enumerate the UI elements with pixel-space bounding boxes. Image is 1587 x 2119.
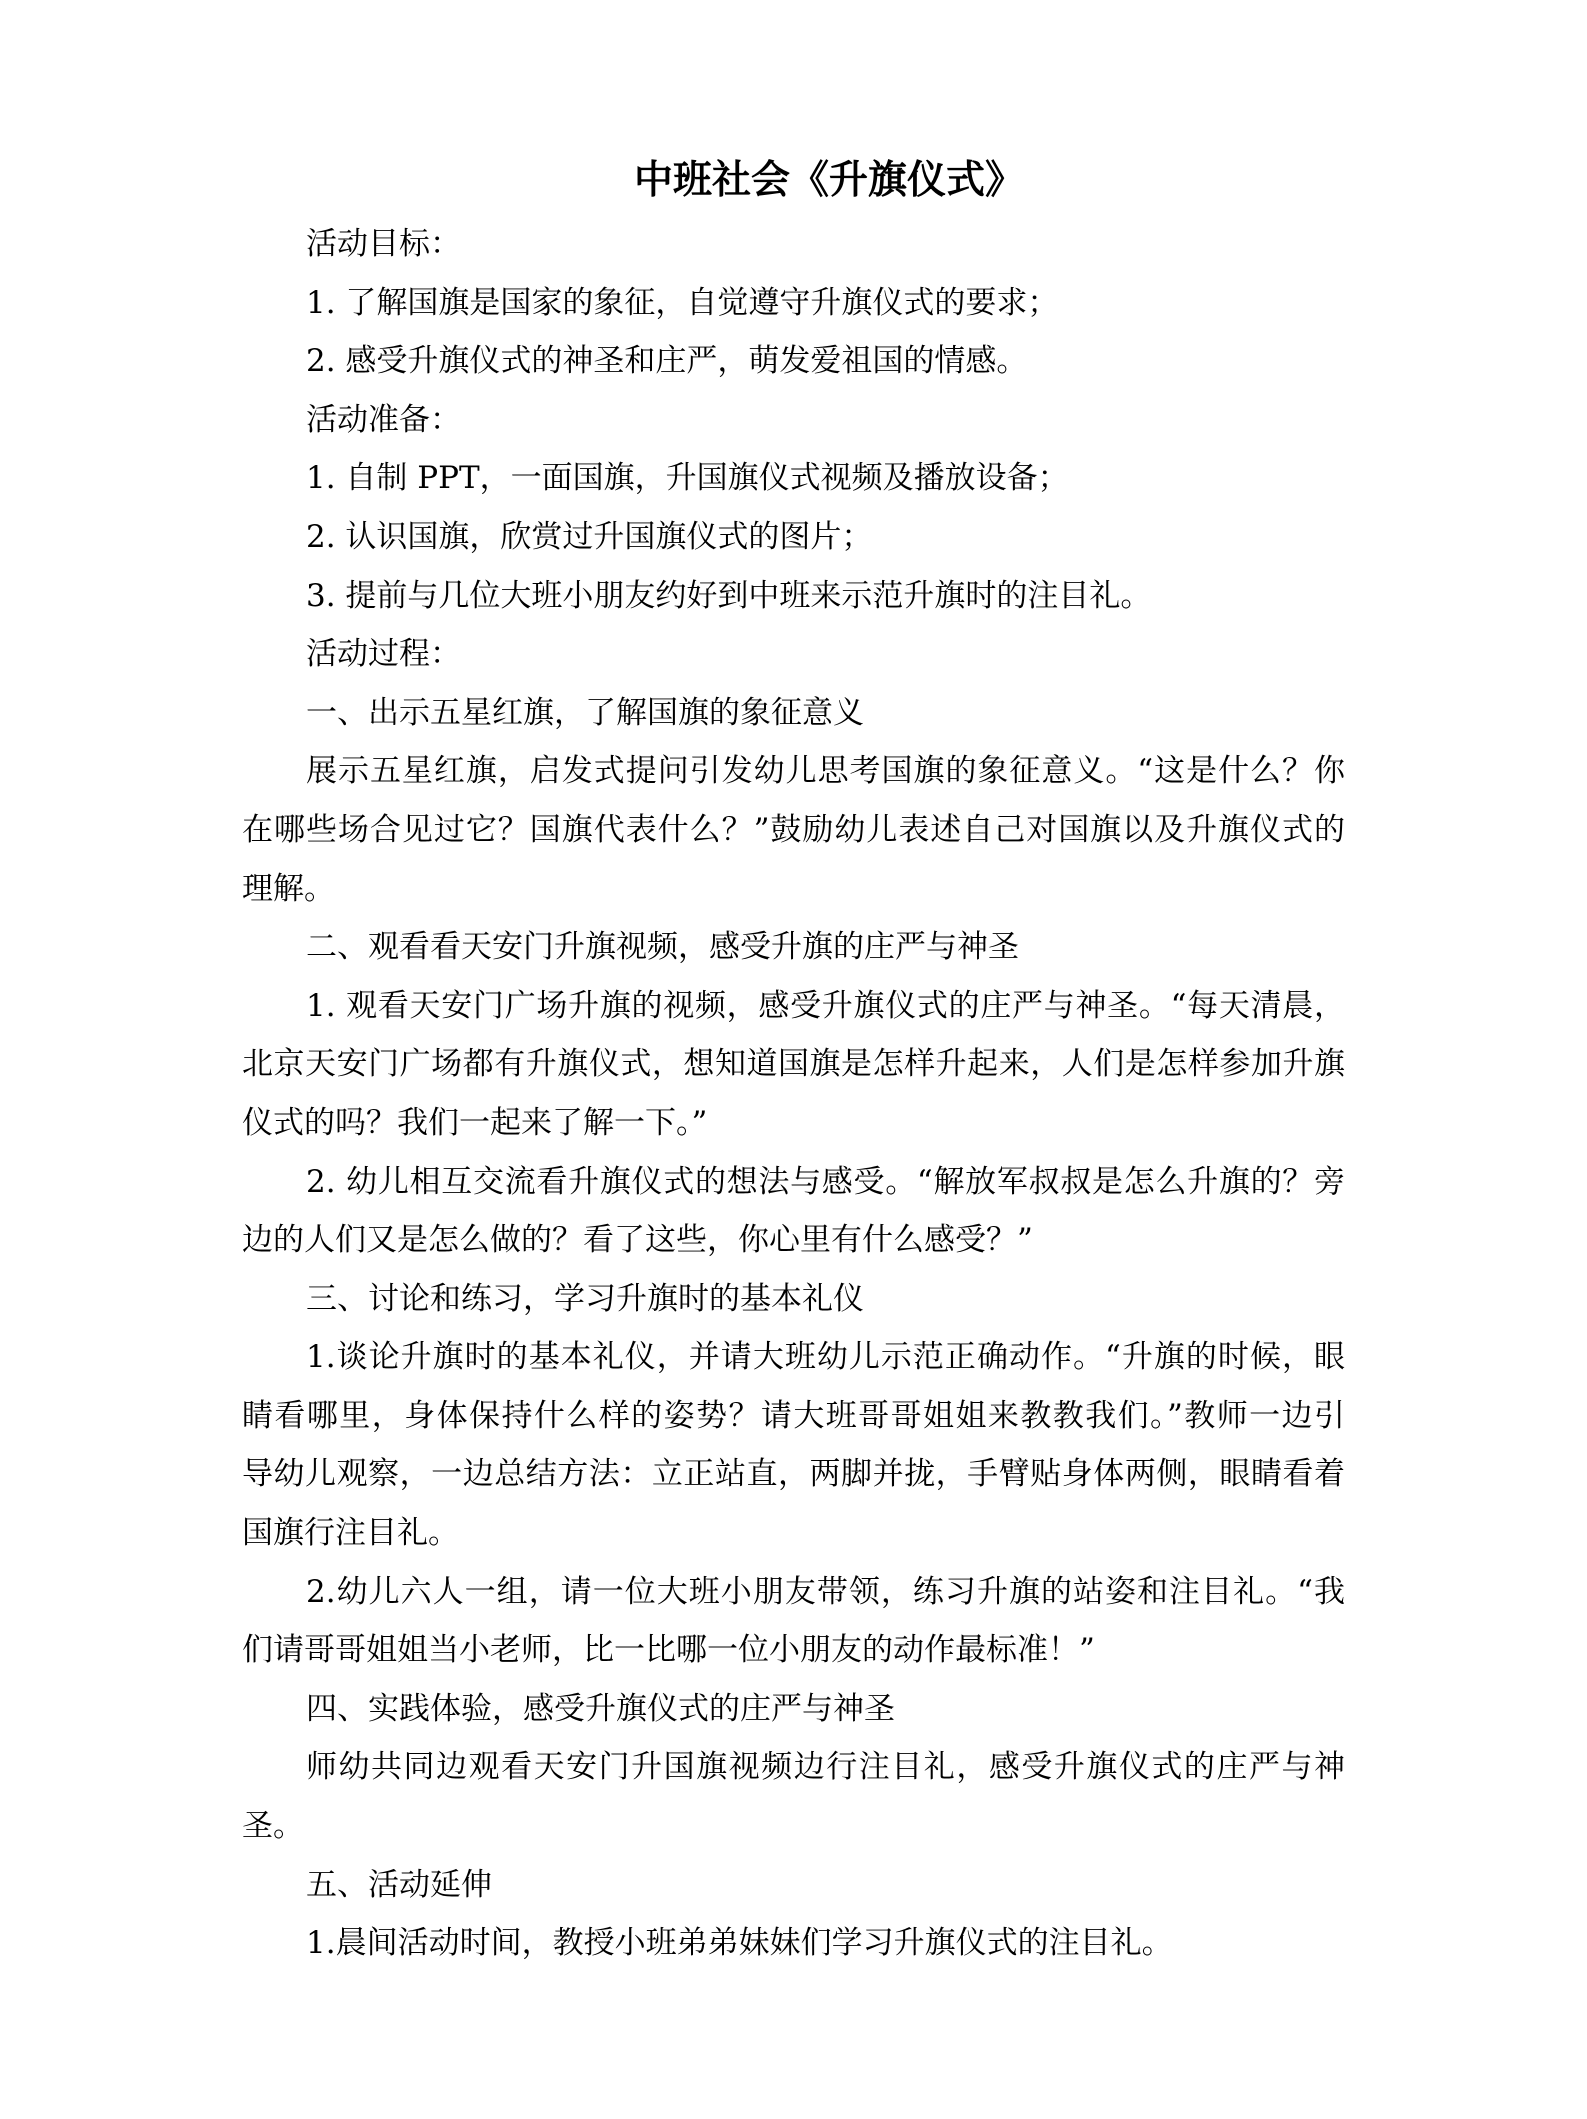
goal-item: 1. 了解国旗是国家的象征，自觉遵守升旗仪式的要求；	[306, 284, 1059, 321]
section-heading-preparation: 活动准备：	[306, 401, 461, 438]
step2-item2-line: 边的人们又是怎么做的？看了这些，你心里有什么感受？”	[242, 1222, 1033, 1259]
step2-item1-line: 1. 观看天安门广场升旗的视频，感受升旗仪式的庄严与神圣。“每天清晨，	[306, 987, 1345, 1024]
step5-item: 1.晨间活动时间，教授小班弟弟妹妹们学习升旗仪式的注目礼。	[306, 1925, 1173, 1962]
document-body	[242, 215, 1345, 1973]
document-title: 中班社会《升旗仪式》	[633, 158, 1024, 203]
step3-item2-line: 2.幼儿六人一组，请一位大班小朋友带领，练习升旗的站姿和注目礼。“我	[306, 1573, 1345, 1610]
section-heading-process: 活动过程：	[306, 636, 461, 673]
step-heading-1: 一、出示五星红旗，了解国旗的象征意义	[306, 694, 864, 731]
step-heading-2: 二、观看看天安门升旗视频，感受升旗的庄严与神圣	[306, 929, 1019, 966]
step3-item1-line: 国旗行注目礼。	[242, 1515, 459, 1552]
step2-item1-line: 北京天安门广场都有升旗仪式，想知道国旗是怎样升起来，人们是怎样参加升旗	[242, 1046, 1345, 1083]
preparation-item: 3. 提前与几位大班小朋友约好到中班来示范升旗时的注目礼。	[306, 577, 1152, 614]
step2-item2-line: 2. 幼儿相互交流看升旗仪式的想法与感受。“解放军叔叔是怎么升旗的？旁	[306, 1163, 1345, 1200]
preparation-item: 2. 认识国旗，欣赏过升国旗仪式的图片；	[306, 518, 873, 555]
step3-item1-line: 导幼儿观察，一边总结方法：立正站直，两脚并拢，手臂贴身体两侧，眼睛看着	[242, 1456, 1345, 1493]
goal-item: 2. 感受升旗仪式的神圣和庄严，萌发爱祖国的情感。	[306, 343, 1028, 380]
preparation-item: 1. 自制 PPT，一面国旗，升国旗仪式视频及播放设备；	[306, 460, 1069, 497]
step4-paragraph-line: 圣。	[242, 1808, 304, 1845]
step4-paragraph-line: 师幼共同边观看天安门升国旗视频边行注目礼，感受升旗仪式的庄严与神	[306, 1749, 1345, 1786]
step1-paragraph-line: 理解。	[242, 870, 335, 907]
step-heading-5: 五、活动延伸	[306, 1866, 492, 1903]
step3-item1-line: 1.谈论升旗时的基本礼仪，并请大班幼儿示范正确动作。“升旗的时候，眼	[306, 1339, 1345, 1376]
step1-paragraph-line: 在哪些场合见过它？国旗代表什么？”鼓励幼儿表述自己对国旗以及升旗仪式的	[242, 811, 1345, 848]
section-heading-goals: 活动目标：	[306, 226, 461, 262]
step2-item1-line: 仪式的吗？我们一起来了解一下。”	[242, 1104, 708, 1141]
step3-item1-line: 睛看哪里，身体保持什么样的姿势？请大班哥哥姐姐来教教我们。”教师一边引	[242, 1397, 1345, 1434]
step-heading-4: 四、实践体验，感受升旗仪式的庄严与神圣	[306, 1690, 895, 1727]
step-heading-3: 三、讨论和练习，学习升旗时的基本礼仪	[306, 1280, 864, 1317]
step1-paragraph-line: 展示五星红旗，启发式提问引发幼儿思考国旗的象征意义。“这是什么？你	[306, 753, 1345, 790]
step3-item2-line: 们请哥哥姐姐当小老师，比一比哪一位小朋友的动作最标准！”	[242, 1632, 1095, 1669]
